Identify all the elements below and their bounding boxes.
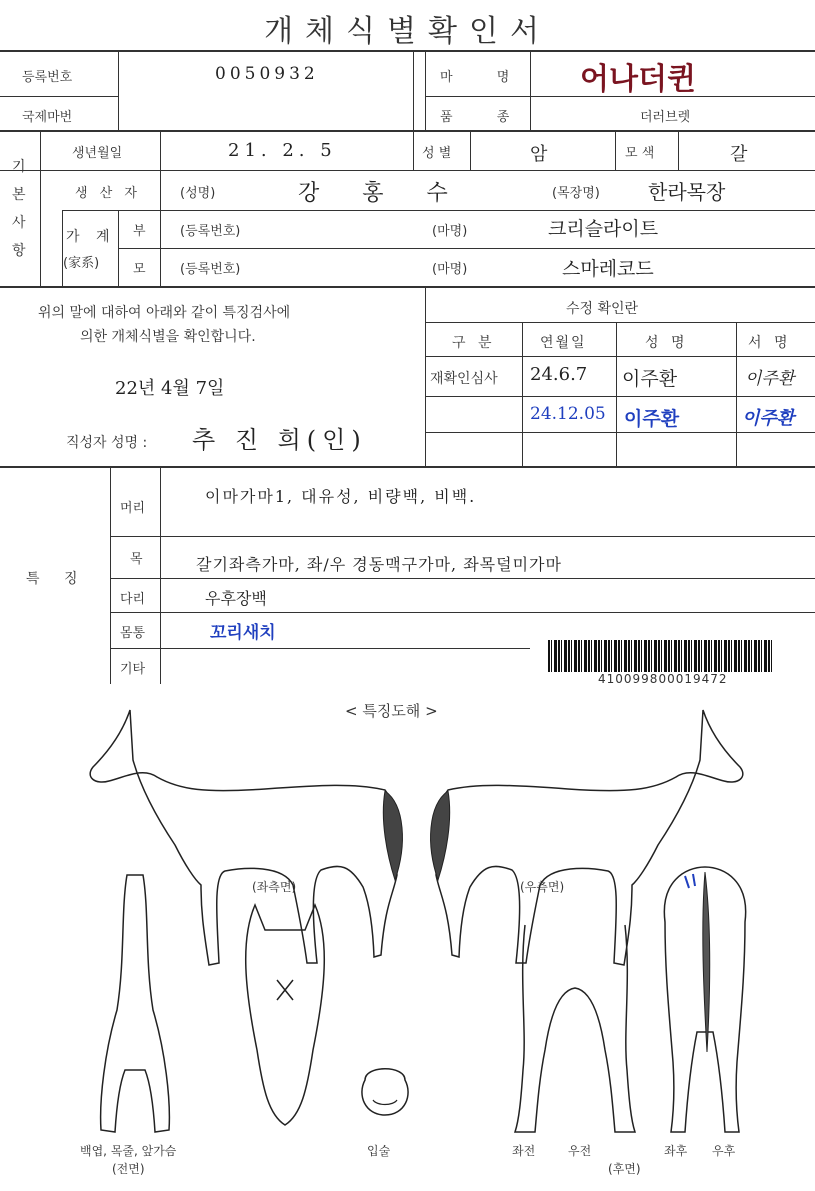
feature-neck-label: 목 — [130, 552, 143, 567]
front-sub-caption: (전면) — [112, 1162, 145, 1176]
revision-row2-date: 24.12.05 — [530, 404, 606, 424]
left-side-caption: (좌측면) — [252, 880, 297, 894]
revision-header: 수정 확인란 — [566, 301, 639, 317]
revision-row1-type: 재확인심사 — [430, 371, 498, 387]
author-value: 추 진 희(인) — [192, 426, 367, 454]
color-label: 모 색 — [625, 146, 655, 161]
horse-front-legs-diagram — [505, 920, 645, 1140]
page-title: 개체식별확인서 — [264, 14, 551, 49]
confirm-text-line2: 의한 개체식별을 확인합니다. — [80, 329, 256, 345]
breed-value: 더러브렛 — [640, 110, 691, 125]
horse-muzzle-diagram — [355, 1060, 415, 1120]
basic-section-char-2: 본 — [12, 187, 26, 203]
hind-right-caption: 우후 — [712, 1144, 736, 1158]
horse-rear-diagram — [655, 862, 755, 1142]
sex-value: 암 — [530, 144, 548, 165]
feature-other-label: 기타 — [120, 662, 146, 677]
pedigree-label: 가 계 — [66, 229, 116, 245]
lip-caption: 입술 — [367, 1144, 391, 1158]
divider — [62, 210, 63, 286]
revision-col-date: 연월일 — [540, 335, 587, 351]
author-label: 직성자 성명 : — [66, 435, 148, 451]
farm-label: (목장명) — [552, 186, 600, 201]
barcode — [548, 640, 774, 672]
divider — [425, 50, 426, 130]
pedigree-hanja: (家系) — [63, 256, 100, 271]
divider — [118, 248, 815, 249]
divider — [470, 130, 471, 170]
horse-face-diagram — [235, 900, 335, 1130]
divider — [110, 578, 815, 579]
horse-name-label: 마 명 — [440, 70, 530, 85]
color-value: 갈 — [730, 144, 748, 165]
birth-label: 생년월일 — [72, 146, 123, 161]
birth-value: 21. 2. 5 — [228, 140, 337, 161]
hind-left-caption: 좌후 — [664, 1144, 688, 1158]
basic-section-char-1: 기 — [12, 159, 26, 175]
revision-row1-date: 24.6.7 — [530, 364, 588, 385]
reg-no-value: 0050932 — [215, 64, 319, 84]
dam-reg-label: (등록번호) — [180, 262, 241, 277]
divider — [616, 322, 617, 466]
divider — [678, 130, 679, 170]
divider — [110, 648, 530, 649]
features-label: 특 징 — [26, 571, 88, 587]
dam-label: 모 — [133, 262, 146, 277]
horse-front-chest-diagram — [95, 870, 175, 1140]
divider — [0, 170, 815, 171]
basic-section-char-3: 사 — [12, 215, 26, 231]
divider — [0, 286, 815, 288]
divider — [110, 612, 815, 613]
divider — [413, 50, 414, 130]
dam-name: 스마레코드 — [562, 258, 654, 280]
divider — [425, 396, 815, 397]
basic-section-char-4: 항 — [12, 243, 26, 259]
intl-no-label: 국제마번 — [22, 110, 73, 125]
breeder-name: 강 홍 수 — [298, 181, 466, 206]
divider — [522, 322, 523, 466]
divider — [615, 130, 616, 170]
front-caption: 백엽, 목줄, 앞가슴 — [80, 1144, 177, 1158]
rear-sub-caption: (후면) — [608, 1162, 641, 1176]
divider — [160, 468, 161, 684]
divider — [0, 96, 118, 97]
feature-neck-value: 갈기좌측가마, 좌/우 경동맥구가마, 좌목덜미가마 — [196, 555, 562, 574]
divider — [110, 468, 111, 684]
confirm-date: 22년 4월 7일 — [115, 378, 225, 399]
fore-left-caption: 좌전 — [512, 1144, 536, 1158]
divider — [40, 130, 41, 286]
revision-col-type: 구 분 — [452, 335, 496, 351]
feature-head-label: 머리 — [120, 501, 146, 516]
revision-row2-sign: 이주환 — [742, 408, 795, 429]
divider — [62, 210, 815, 211]
divider — [530, 50, 531, 130]
feature-legs-label: 다리 — [120, 592, 146, 607]
sire-name: 크리슬라이트 — [548, 218, 659, 240]
farm-value: 한라목장 — [648, 180, 726, 204]
divider — [425, 322, 815, 323]
divider — [0, 130, 815, 132]
horse-name-value: 어나더퀸 — [580, 62, 696, 97]
divider — [425, 356, 815, 357]
sire-reg-label: (등록번호) — [180, 224, 241, 239]
breed-label: 품 종 — [440, 110, 530, 125]
fore-right-caption: 우전 — [568, 1144, 592, 1158]
confirm-text-line1: 위의 말에 대하여 아래와 같이 특징검사에 — [38, 305, 291, 321]
feature-head-value: 이마가마1, 대유성, 비량백, 비백. — [205, 487, 477, 506]
revision-col-name: 성 명 — [645, 335, 689, 351]
revision-row1-sign: 이주환 — [745, 369, 795, 389]
sire-label: 부 — [133, 224, 146, 239]
diagram-title: < 특징도해 > — [345, 702, 438, 720]
dam-name-label: (마명) — [432, 262, 468, 277]
divider — [425, 432, 815, 433]
breeder-name-label: (성명) — [180, 186, 216, 201]
divider — [0, 466, 815, 468]
reg-no-label: 등록번호 — [22, 70, 73, 85]
right-side-caption: (우측면) — [520, 880, 565, 894]
table-border — [0, 50, 815, 52]
revision-row1-name: 이주환 — [622, 368, 678, 390]
feature-body-value: 꼬리새치 — [210, 623, 276, 643]
revision-col-sign: 서 명 — [748, 335, 792, 351]
divider — [425, 288, 426, 466]
revision-row2-name: 이주환 — [624, 408, 680, 430]
divider — [160, 130, 161, 286]
divider — [118, 210, 119, 286]
sex-label: 성 별 — [422, 146, 452, 161]
divider — [110, 536, 815, 537]
barcode-number: 410099800019472 — [598, 672, 728, 686]
divider — [413, 130, 414, 170]
feature-legs-value: 우후장백 — [205, 589, 267, 608]
sire-name-label: (마명) — [432, 224, 468, 239]
breeder-label: 생 산 자 — [75, 186, 141, 201]
divider — [118, 50, 119, 130]
feature-body-label: 몸통 — [120, 626, 146, 641]
divider — [736, 322, 737, 466]
